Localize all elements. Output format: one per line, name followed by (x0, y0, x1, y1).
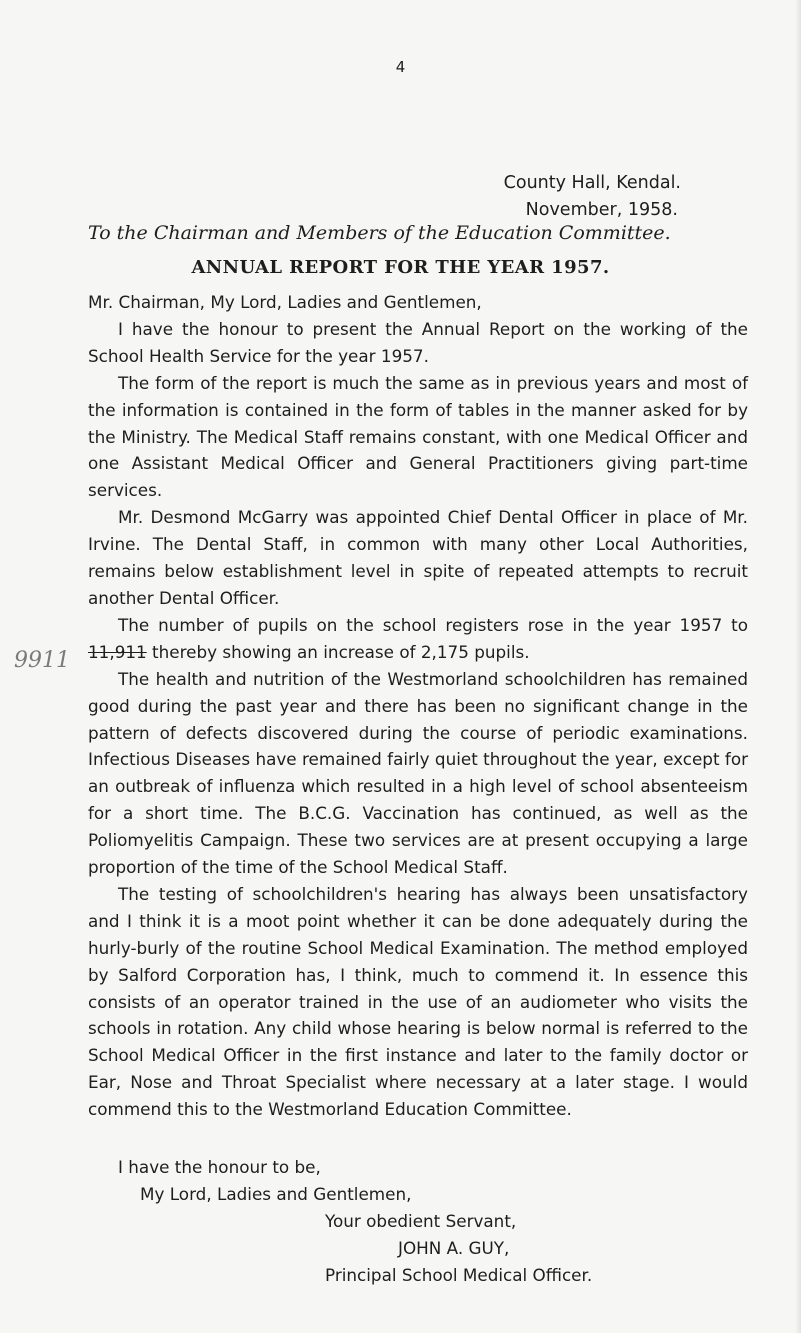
paragraph: The health and nutrition of the Westmorland schoolchildren has remained good during the past year and there has been no significant change in the pattern of defects discovered during the course of periodic examinations. Infectious Diseases have remained fairly quiet throughout the year, except for an outbreak of influenza which resulted in a high level of school absenteeism for a short time. The B.C.G. Vaccination has continued, as well as the Poliomyelitis Campaign. These two services are at present occupying a large proportion of the time of the School Medical Staff. (88, 668, 748, 878)
closing-line: Your obedient Servant, (325, 1211, 517, 1231)
report-title: ANNUAL REPORT FOR THE YEAR 1957. (191, 257, 610, 278)
paragraph: Mr. Desmond McGarry was appointed Chief Dental Officer in place of Mr. Irvine. The Dental Staff, in common with many other Local Authorities, remains below establishment level in spite of repeated attempts to recruit another Dental Officer. (88, 507, 748, 608)
greeting: Mr. Chairman, My Lord, Ladies and Gentlemen, (88, 292, 482, 312)
sender-address (504, 170, 681, 224)
pupils-paragraph (88, 612, 748, 666)
text: pupils. (468, 641, 530, 662)
page-number: 4 (395, 58, 406, 76)
paragraph: The form of the report is much the same as in previous years and most of the information is contained in the form of tables in the manner asked for by the Ministry. The Medical Staff remains constant, with one Medical Officer and one Assistant Medical Officer and General Practitioners giving part-time services. (88, 372, 748, 501)
corrected-value: 2,175 (420, 641, 469, 662)
paragraph: The testing of schoolchildren's hearing has always been unsatisfactory and I think it is a moot point whether it can be done adequately during the hurly-burly of the routine School Medical Examination. The method employed by Salford Corporation has, I think, much to commend it. In essence this consists of an operator trained in the use of an audiometer who visits the schools in rotation. Any child whose hearing is below normal is referred to the School Medical Officer in the first instance and later to the family doctor or Ear, Nose and Throat Specialist where necessary at a later stage. I would commend this to the Westmorland Education Committee. (88, 883, 748, 1120)
addressee: To the Chairman and Members of the Education Committee. (88, 222, 671, 244)
signatory-role: Principal School Medical Officer. (325, 1265, 593, 1285)
paragraph: I have the honour to present the Annual Report on the working of the School Health Service for the year 1957. (88, 318, 748, 366)
handwritten-margin-note: 9911 (14, 648, 70, 673)
address-line: County Hall, Kendal. (503, 173, 681, 193)
text: The number of pupils on the school registers rose in the year 1957 to (118, 614, 748, 635)
closing-line: I have the honour to be, (118, 1157, 321, 1177)
struck-value: 11,911 (88, 641, 147, 662)
signatory-name: JOHN A. GUY, (398, 1238, 510, 1258)
text: thereby showing an increase of (146, 641, 421, 662)
page-edge-shadow (795, 0, 801, 1333)
letter-body (88, 289, 748, 1123)
closing-line: My Lord, Ladies and Gentlemen, (140, 1184, 412, 1204)
letter-date: November, 1958. (525, 200, 678, 220)
